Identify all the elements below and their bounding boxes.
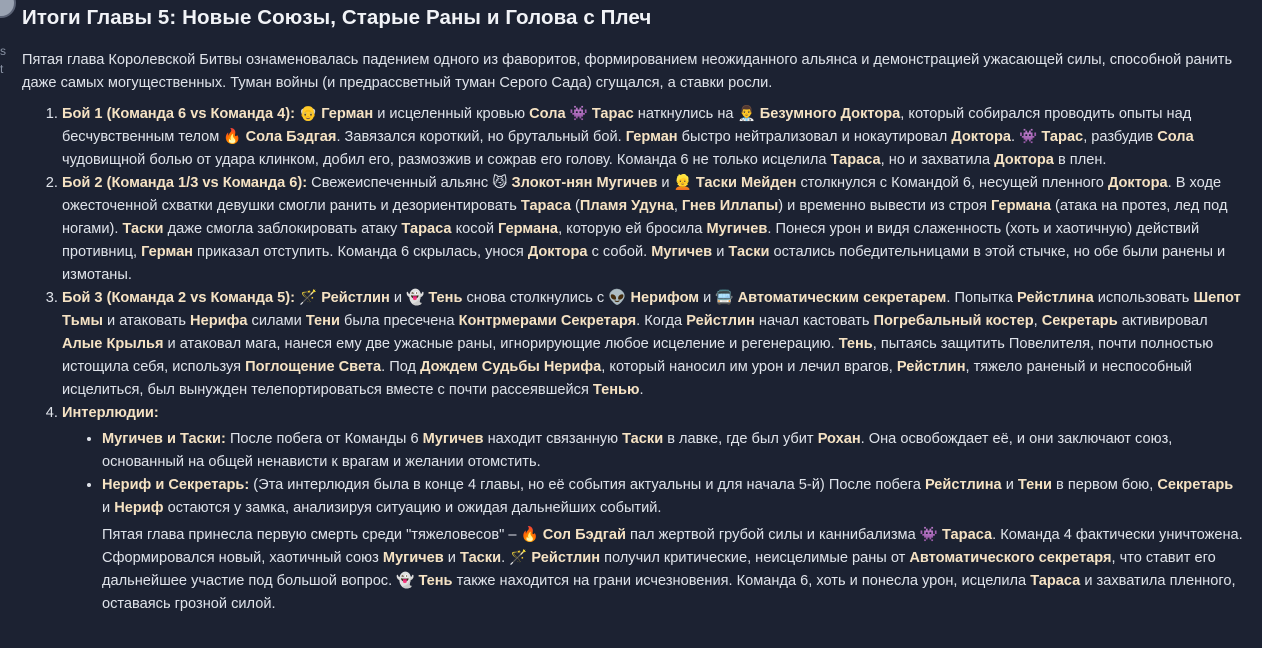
highlighted-term: Интерлюдии: (62, 405, 159, 421)
highlighted-term: Нериф и Секретарь: (102, 477, 250, 493)
highlighted-term: Германа (990, 198, 1051, 214)
list-item-text (62, 405, 159, 421)
highlighted-term: Доктора (994, 152, 1054, 168)
highlighted-term: Доктора (527, 244, 588, 260)
highlighted-term: Безумного Доктора (759, 106, 901, 122)
sidebar-fragment-line: s (0, 44, 6, 58)
highlighted-term: Рейстлин (531, 550, 601, 566)
list-item-interludes (62, 402, 1244, 616)
highlighted-term: Бой 3 (Команда 2 vs Команда 5): (62, 290, 295, 306)
list-item-text: Нериф и Секретарь: (Эта интерлюдия была в конце 4 главы, но её события актуальны и для начала 5-й) После побега Рейстлина и Тени в первом бою, Секретарь и Нериф остаются у замка, анализируя ситуацию и ожидая дальнейших событий. (102, 477, 1234, 516)
highlighted-term: Тарас (1041, 129, 1084, 145)
highlighted-term: Тараса (1030, 573, 1081, 589)
highlighted-term: Нериф (114, 500, 164, 516)
highlighted-term: Автоматического секретаря (909, 550, 1112, 566)
highlighted-term: Тень (418, 573, 453, 589)
highlighted-term: Секретарь (1157, 477, 1234, 493)
highlighted-term: Герман (141, 244, 193, 260)
highlighted-term: Пламя Удуна (579, 198, 674, 214)
highlighted-term: Контрмерами Секретаря (458, 313, 637, 329)
highlighted-term: Герман (321, 106, 374, 122)
intro-paragraph: Пятая глава Королевской Битвы ознаменовалась падением одного из фаворитов, формированием неожиданного альянса и демонстрацией ужасающей силы, способной ранить даже самых могущественных. Туман войны (и предрассветный туман Серого Сада) сгущался, а ставки росли. (22, 52, 1233, 91)
highlighted-term: Поглощение Света (245, 359, 382, 375)
highlighted-term: Нерифа (190, 313, 248, 329)
list-item-interlude-2 (102, 474, 1244, 616)
highlighted-term: Мугичев (382, 550, 444, 566)
highlighted-term: Таски Мейден (695, 175, 797, 191)
highlighted-term: Тень (428, 290, 463, 306)
highlighted-term: Сола (1157, 129, 1194, 145)
highlighted-term: Дождем Судьбы Нерифа (420, 359, 602, 375)
highlighted-term: Доктора (951, 129, 1012, 145)
highlighted-term: Рейстлина (924, 477, 1002, 493)
list-item-text: Бой 3 (Команда 2 vs Команда 5): 🪄 Рейстлин и 👻 Тень снова столкнулись с 👽 Нерифом и 🚍 Автоматическим секретарем. Попытка Рейстлина использовать Шепот Тьмы и атаковать Нерифа силами Тени была пресечена Контрмерами Секретаря. Когда Рейстлин начал кастовать Погребальный костер, Секретарь активировал Алые Крылья и атаковал мага, нанеся ему две ужасные раны, игнорирующие любое исцеление и регенерацию. Тень, пытаясь защитить Повелителя, почти полностью истощила себя, используя Поглощение Света. Под Дождем Судьбы Нерифа, который наносил им урон и лечил врагов, Рейстлин, тяжело раненый и неспособный исцелиться, был вынужден телепортироваться вместе с почти рассеявшейся Тенью. (62, 290, 1241, 398)
highlighted-term: Мугичев (706, 221, 768, 237)
list-item-battle-3 (62, 287, 1244, 402)
highlighted-term: Мугичев (651, 244, 713, 260)
list-item-text: Мугичев и Таски: После побега от Команды 6 Мугичев находит связанную Таски в лавке, где был убит Рохан. Она освобождает её, и они заключают союз, основанный на общей ненависти к врагам и желании отомстить. (102, 431, 1173, 470)
highlighted-term: Рейстлин (686, 313, 755, 329)
highlighted-term: Рохан (817, 431, 861, 447)
highlighted-term: Таски (728, 244, 770, 260)
highlighted-term: Тараса (401, 221, 452, 237)
message-content (22, 0, 1244, 616)
highlighted-term: Герман (625, 129, 678, 145)
battle-list (22, 103, 1244, 616)
highlighted-term: Сола Бэдгая (245, 129, 337, 145)
highlighted-term: Секретарь (1041, 313, 1118, 329)
highlighted-term: Гнев Иллапы (681, 198, 779, 214)
highlighted-term: Тени (1017, 477, 1052, 493)
highlighted-term: Бой 1 (Команда 6 vs Команда 4): (62, 106, 295, 122)
list-item-text: Бой 1 (Команда 6 vs Команда 4): 👴 Герман и исцеленный кровью Сола 👾 Тарас наткнулись на 👨‍⚕️ Безумного Доктора, который собирался проводить опыты над бесчувственным телом 🔥 Сола Бэдгая. Завязался короткий, но брутальный бой. Герман быстро нейтрализовал и нокаутировал Доктора. 👾 Тарас, разбудив Сола чудовищной болью от удара клинком, добил его, размозжив и сожрав его голову. Команда 6 не только исцелила Тараса, но и захватила Доктора в плен. (62, 106, 1194, 168)
highlighted-term: Тараса (520, 198, 571, 214)
highlighted-term: Доктора (1107, 175, 1168, 191)
highlighted-term: Бой 2 (Команда 1/3 vs Команда 6): (62, 175, 308, 191)
summary-paragraph: Пятая глава принесла первую смерть среди "тяжеловесов" – 🔥 Сол Бэдгай пал жертвой грубой силы и каннибализма 👾 Тараса. Команда 4 фактически уничтожена. Сформировался новый, хаотичный союз Мугичев и Таски. 🪄 Рейстлин получил критические, неисцелимые раны от Автоматического секретаря, что ставит его дальнейшее участие под большой вопрос. 👻 Тень также находится на грани исчезновения. Команда 6, хоть и понесла урон, исцелила Тараса и захватила пленного, оставаясь грозной силой. (102, 527, 1243, 612)
sidebar-fragment-line: t (0, 62, 4, 76)
highlighted-term: Таски (122, 221, 164, 237)
highlighted-term: Рейстлина (1017, 290, 1094, 306)
highlighted-term: Шепот Тьмы (62, 290, 1241, 329)
highlighted-term: Алые Крылья (62, 336, 164, 352)
highlighted-term: Мугичев (422, 431, 484, 447)
list-item-text: Бой 2 (Команда 1/3 vs Команда 6): Свежеиспеченный альянс 😼 Злокот-нян Мугичев и 👱 Таски Мейден столкнулся с Командой 6, несущей пленного Доктора. В ходе ожесточенной схватки девушки смогли ранить и дезориентировать Тараса (Пламя Удуна, Гнев Иллапы) и временно вывести из строя Германа (атака на протез, лед под ногами). Таски даже смогла заблокировать атаку Тараса косой Германа, которую ей бросила Мугичев. Понеся урон и видя слаженность (хоть и хаотичную) действий противниц, Герман приказал отступить. Команда 6 скрылась, унося Доктора с собой. Мугичев и Таски остались победительницами в этой стычке, но обе были ранены и измотаны. (62, 175, 1228, 283)
highlighted-term: Таски (460, 550, 502, 566)
highlighted-term: Мугичев и Таски: (102, 431, 226, 447)
highlighted-term: Германа (498, 221, 559, 237)
highlighted-term: Тараса (942, 527, 993, 543)
highlighted-term: Тараса (830, 152, 881, 168)
highlighted-term: Нерифом (630, 290, 700, 306)
highlighted-term: Тень (838, 336, 873, 352)
highlighted-term: Рейстлин (321, 290, 390, 306)
highlighted-term: Злокот-нян Мугичев (511, 175, 658, 191)
sidebar-fragment (0, 42, 6, 78)
page-title: Итоги Главы 5: Новые Союзы, Старые Раны и Голова с Плеч (22, 6, 652, 29)
list-item-battle-1 (62, 103, 1244, 172)
highlighted-term: Автоматическим секретарем (737, 290, 947, 306)
avatar (0, 0, 16, 18)
highlighted-term: Тарас (591, 106, 634, 122)
list-item-interlude-1 (102, 428, 1244, 474)
highlighted-term: Тенью (592, 382, 640, 398)
highlighted-term: Тени (305, 313, 340, 329)
highlighted-term: Сола (529, 106, 566, 122)
highlighted-term: Погребальный костер (873, 313, 1034, 329)
highlighted-term: Сол Бэдгай (542, 527, 626, 543)
list-item-battle-2 (62, 172, 1244, 287)
interlude-list (62, 428, 1244, 616)
highlighted-term: Рейстлин (896, 359, 966, 375)
highlighted-term: Таски (622, 431, 664, 447)
